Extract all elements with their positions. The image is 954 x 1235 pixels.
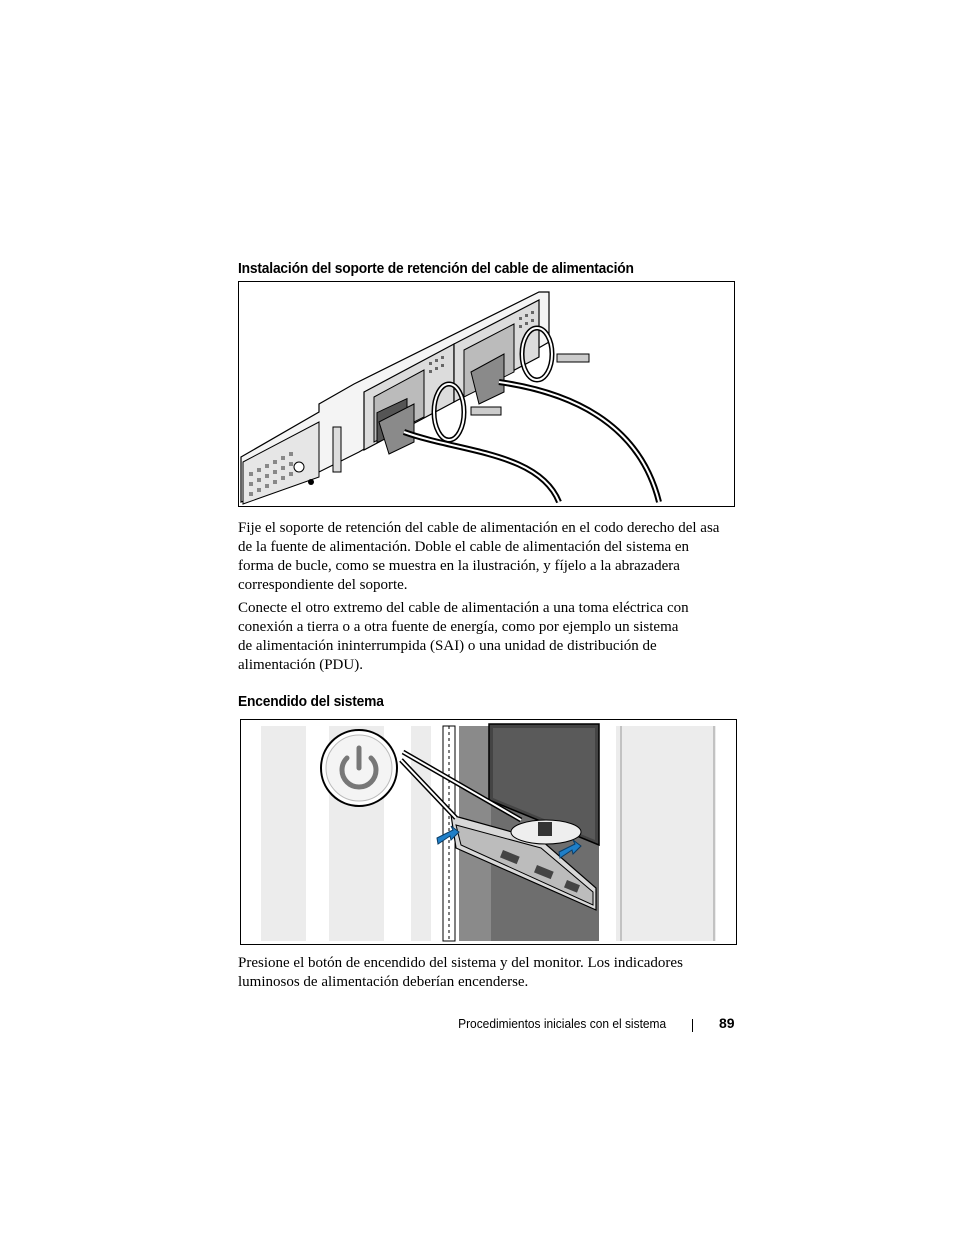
footer-chapter-title: Procedimientos iniciales con el sistema <box>457 1016 666 1031</box>
paragraph-line: de la fuente de alimentación. Doble el cable de alimentación del sistema en <box>238 539 690 555</box>
paragraph-line: alimentación (PDU). <box>238 657 363 673</box>
paragraph-line: Presione el botón de encendido del sistema y del monitor. Los indicadores <box>238 955 683 971</box>
paragraph-line: Conecte el otro extremo del cable de alimentación a una toma eléctrica con <box>238 600 689 616</box>
paragraph-line: luminosos de alimentación deberían encenderse. <box>238 974 529 990</box>
paragraph-power-on-instructions <box>238 954 738 992</box>
paragraph-power-outlet-instructions <box>238 599 738 675</box>
footer-separator <box>692 1019 693 1032</box>
paragraph-line: de alimentación ininterrumpida (SAI) o una unidad de distribución de <box>238 638 657 654</box>
power-cable-illustration <box>239 282 734 506</box>
section-heading-power-on: Encendido del sistema <box>238 693 384 710</box>
figure-power-cable-retention <box>238 281 735 507</box>
paragraph-line: Fije el soporte de retención del cable de alimentación en el codo derecho del asa <box>238 520 720 536</box>
paragraph-line: forma de bucle, como se muestra en la ilustración, y fíjelo a la abrazadera <box>238 558 680 574</box>
paragraph-retention-instructions <box>238 519 738 595</box>
power-on-illustration <box>241 720 736 944</box>
page-number: 89 <box>719 1015 735 1031</box>
figure-power-on-system <box>240 719 737 945</box>
section-heading-power-cable-retention: Instalación del soporte de retención del cable de alimentación <box>238 260 634 277</box>
paragraph-line: correspondiente del soporte. <box>238 577 408 593</box>
paragraph-line: conexión a tierra o a otra fuente de energía, como por ejemplo un sistema <box>238 619 679 635</box>
